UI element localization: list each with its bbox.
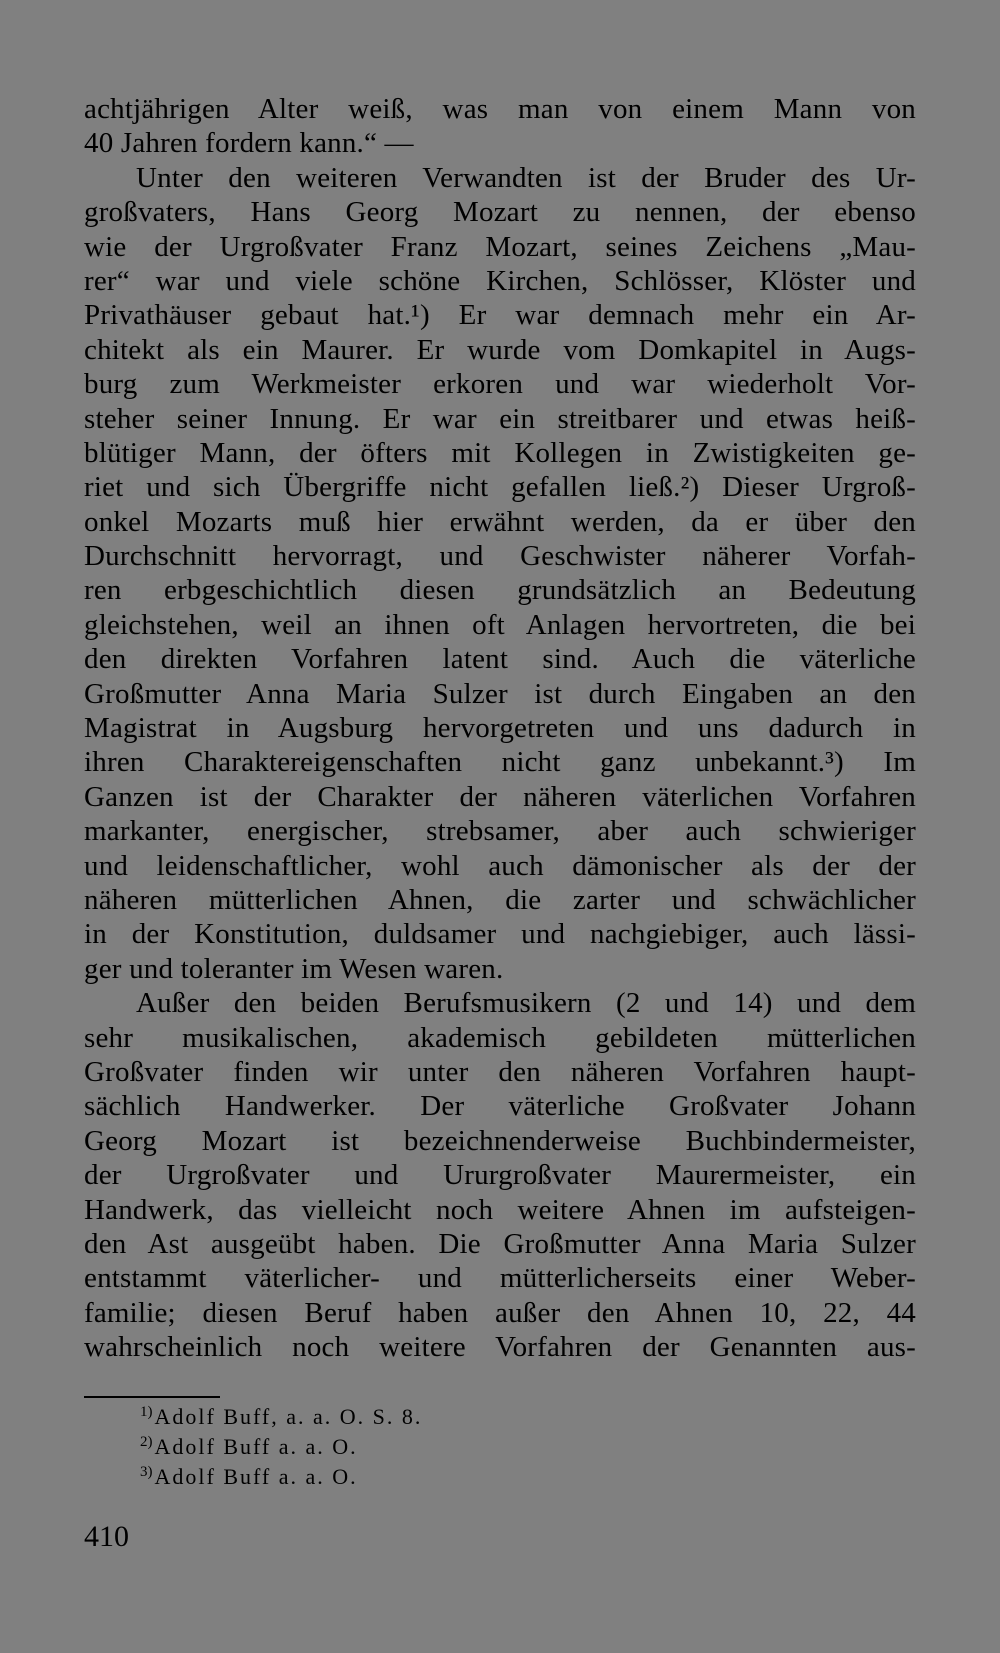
footnote-3	[140, 1462, 422, 1492]
text-line: sehr musikalischen, akademisch gebildeten mütterlichen	[84, 1021, 916, 1054]
text-line: Georg Mozart ist bezeichnenderweise Buchbindermeister,	[84, 1124, 916, 1157]
page-number: 410	[84, 1520, 129, 1553]
footnote-mark: 3)	[140, 1464, 153, 1480]
text-line: Großmutter Anna Maria Sulzer ist durch Eingaben an den	[84, 677, 916, 710]
text-line: Außer den beiden Berufsmusikern (2 und 14) und dem	[136, 987, 916, 1020]
text-line: 40 Jahren fordern kann.“ —	[84, 127, 414, 160]
footnote-mark: 1)	[140, 1404, 153, 1420]
footnote-text: Adolf Buff a. a. O.	[154, 1434, 358, 1459]
text-line: und leidenschaftlicher, wohl auch dämonischer als der der	[84, 849, 916, 882]
text-line: blütiger Mann, der öfters mit Kollegen in Zwistigkeiten ge-	[84, 436, 916, 469]
footnote-divider	[84, 1396, 220, 1398]
text-line: entstammt väterlicher- und mütterlicherseits einer Weber-	[84, 1262, 916, 1295]
main-text	[84, 92, 916, 1364]
text-line: den direkten Vorfahren latent sind. Auch die väterliche	[84, 643, 916, 676]
footnote-text: Adolf Buff, a. a. O. S. 8.	[154, 1404, 423, 1429]
text-line: Unter den weiteren Verwandten ist der Bruder des Ur-	[136, 161, 916, 194]
text-line: in der Konstitution, duldsamer und nachgiebiger, auch lässi-	[84, 918, 916, 951]
footnote-mark: 2)	[140, 1434, 153, 1450]
text-line: onkel Mozarts muß hier erwähnt werden, da er über den	[84, 505, 916, 538]
text-line: steher seiner Innung. Er war ein streitbarer und etwas heiß-	[84, 402, 916, 435]
text-line: riet und sich Übergriffe nicht gefallen ließ.²) Dieser Urgroß-	[84, 471, 916, 504]
text-line: Ganzen ist der Charakter der näheren väterlichen Vorfahren	[84, 780, 916, 813]
text-line: näheren mütterlichen Ahnen, die zarter und schwächlicher	[84, 883, 916, 916]
text-line: familie; diesen Beruf haben außer den Ahnen 10, 22, 44	[84, 1296, 916, 1329]
text-line: der Urgroßvater und Ururgroßvater Maurermeister, ein	[84, 1159, 916, 1192]
text-line: Durchschnitt hervorragt, und Geschwister näherer Vorfah-	[84, 540, 916, 573]
footnote-text: Adolf Buff a. a. O.	[154, 1464, 358, 1489]
text-line: wahrscheinlich noch weitere Vorfahren der Genannten aus-	[84, 1331, 916, 1364]
text-line: Handwerk, das vielleicht noch weitere Ahnen im aufsteigen-	[84, 1193, 916, 1226]
footnote-2	[140, 1432, 422, 1462]
text-line: ger und toleranter im Wesen waren.	[84, 952, 504, 985]
text-line: markanter, energischer, strebsamer, aber auch schwieriger	[84, 815, 916, 848]
text-line: Magistrat in Augsburg hervorgetreten und uns dadurch in	[84, 712, 916, 745]
footnotes	[140, 1402, 422, 1492]
text-line: den Ast ausgeübt haben. Die Großmutter Anna Maria Sulzer	[84, 1227, 916, 1260]
text-line: chitekt als ein Maurer. Er wurde vom Domkapitel in Augs-	[84, 333, 916, 366]
text-line: sächlich Handwerker. Der väterliche Großvater Johann	[84, 1090, 916, 1123]
text-line: achtjährigen Alter weiß, was man von einem Mann von	[84, 93, 916, 125]
text-line: burg zum Werkmeister erkoren und war wiederholt Vor-	[84, 368, 916, 401]
text-line: gleichstehen, weil an ihnen oft Anlagen hervortreten, die bei	[84, 608, 916, 641]
text-line: wie der Urgroßvater Franz Mozart, seines Zeichens „Mau-	[84, 230, 916, 263]
text-line: Privathäuser gebaut hat.¹) Er war demnach mehr ein Ar-	[84, 299, 916, 332]
text-line: ren erbgeschichtlich diesen grundsätzlich an Bedeutung	[84, 574, 916, 607]
text-line: ihren Charaktereigenschaften nicht ganz unbekannt.³) Im	[84, 746, 916, 779]
text-line: rer“ war und viele schöne Kirchen, Schlösser, Klöster und	[84, 264, 916, 297]
text-line: großvaters, Hans Georg Mozart zu nennen, der ebenso	[84, 196, 916, 229]
text-line: Großvater finden wir unter den näheren Vorfahren haupt-	[84, 1055, 916, 1088]
footnote-1	[140, 1402, 422, 1432]
